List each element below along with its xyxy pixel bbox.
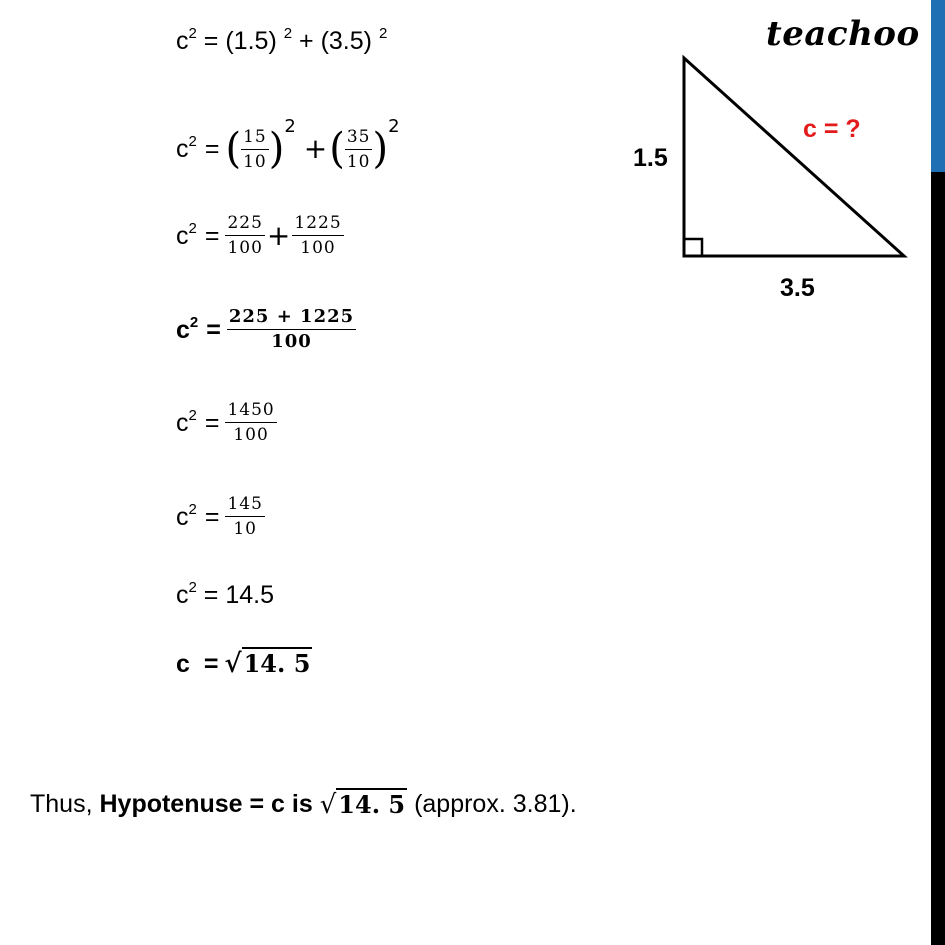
teachoo-logo: teachoo — [766, 14, 920, 54]
equals-sign: = — [203, 650, 219, 679]
plus-sign: + — [266, 218, 291, 252]
fraction-2: $\frac{35}{10}$ — [346, 126, 371, 172]
value: 14.5 — [225, 581, 275, 609]
exponent: 2 — [188, 406, 197, 424]
equals-sign: = — [203, 27, 219, 55]
lhs-c: c — [176, 581, 189, 609]
lhs-c: c — [176, 221, 189, 250]
fraction-2: $\frac{1225}{100}$ — [294, 213, 342, 258]
equals-sign: = — [204, 408, 220, 437]
equals-sign: = — [204, 502, 220, 531]
lhs-c: c — [176, 27, 189, 55]
lhs-c: c — [176, 650, 190, 679]
lhs-c: c — [176, 408, 189, 437]
open-paren: ( — [329, 125, 345, 174]
fraction-1: $\frac{15}{10}$ — [243, 126, 267, 172]
vertical-side-label: 1.5 — [633, 144, 668, 172]
equals-sign: = — [204, 135, 220, 164]
lhs-c: c — [176, 315, 190, 344]
term-a: (1.5) — [225, 27, 277, 55]
exponent-b: 2 — [378, 25, 388, 42]
plus-sign: + — [299, 27, 314, 55]
equals-sign: = — [203, 581, 219, 609]
lhs-c: c — [176, 502, 189, 531]
close-paren: ) — [268, 125, 285, 174]
conclusion-bold: Hypotenuse = c is — [99, 790, 313, 818]
exponent: 2 — [188, 25, 197, 42]
fraction-1: $\frac{225}{100}$ — [227, 213, 263, 258]
conclusion-prefix: Thus, — [30, 790, 93, 818]
base-side-label: 3.5 — [780, 274, 815, 302]
exponent: 2 — [188, 219, 197, 237]
hypotenuse-label: c = ? — [803, 115, 861, 143]
plus-sign: + — [303, 132, 328, 166]
triangle-shape — [684, 58, 904, 256]
lhs-c: c — [176, 135, 189, 164]
conclusion-square-root: √14. 5 — [319, 790, 406, 821]
exponent: 2 — [188, 579, 197, 596]
exponent: 2 — [189, 313, 199, 331]
open-paren: ( — [225, 125, 242, 174]
exponent: 2 — [188, 133, 197, 151]
conclusion-suffix: (approx. 3.81). — [414, 790, 577, 818]
close-paren: ) — [372, 125, 389, 174]
right-angle-marker — [684, 239, 702, 256]
equals-sign: = — [206, 315, 221, 344]
exponent: 2 — [188, 500, 197, 518]
square-root: √14. 5 — [224, 649, 311, 680]
exponent-a: 2 — [283, 25, 293, 42]
exponent-1: 2 — [284, 116, 296, 137]
exponent-2: 2 — [388, 116, 400, 137]
equals-sign: = — [204, 221, 220, 250]
fraction: $\frac{145}{10}$ — [227, 494, 263, 539]
fraction: $\frac{225 + 1225}{100}$ — [228, 306, 355, 352]
fraction: $\frac{1450}{100}$ — [227, 400, 275, 445]
term-b: (3.5) — [320, 27, 372, 55]
